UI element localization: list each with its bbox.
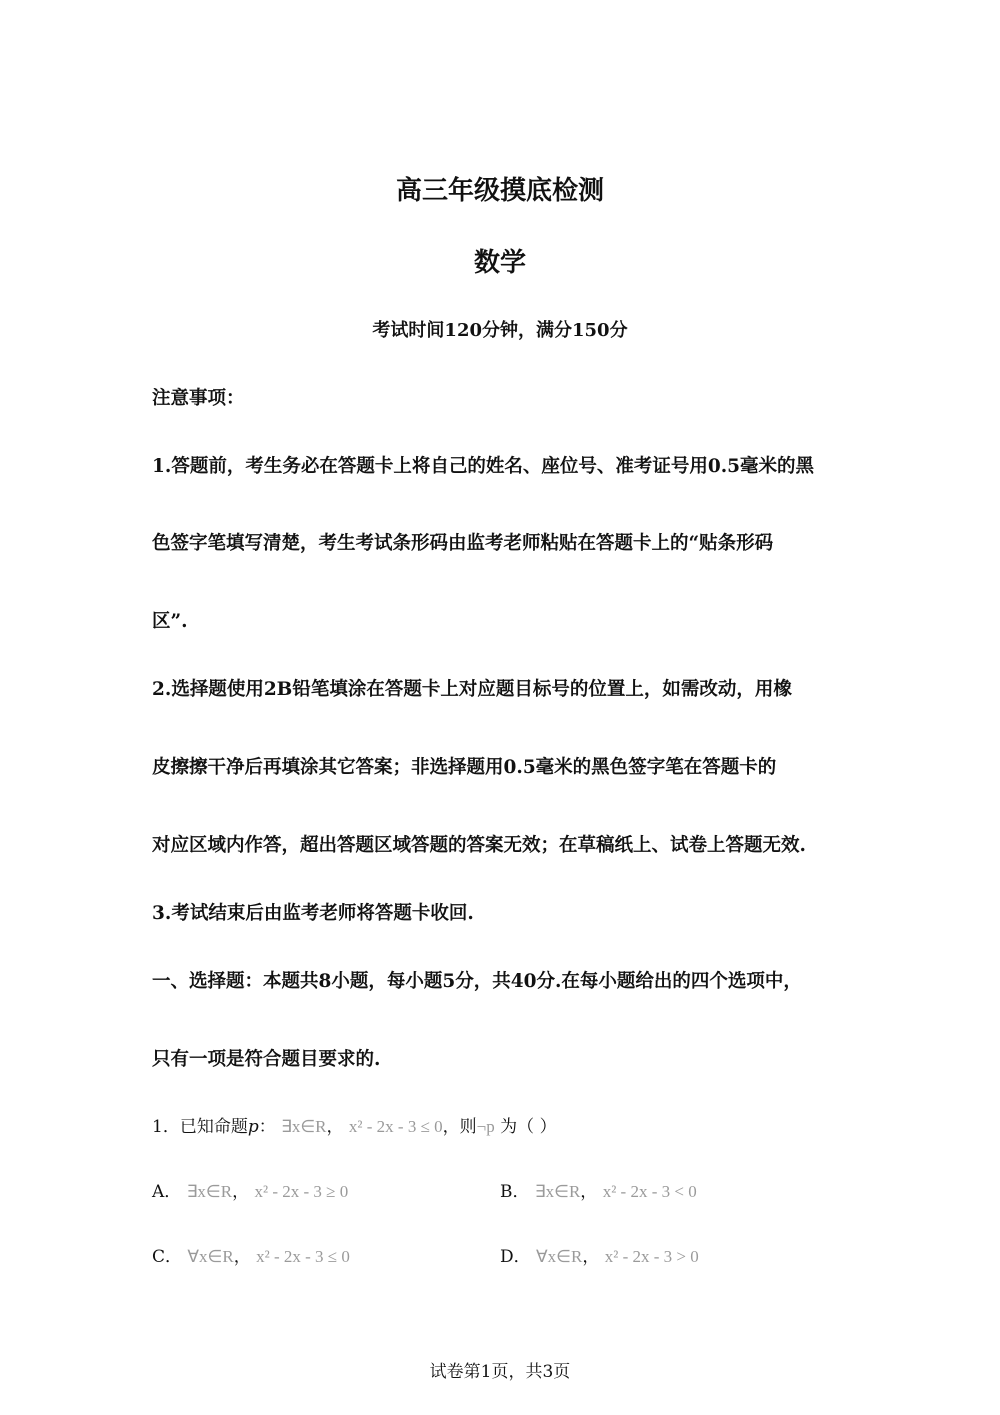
- subject-title: 数学: [473, 248, 526, 278]
- then-text: ，则: [442, 1117, 477, 1137]
- var-p: p: [247, 1117, 259, 1137]
- option-label: C．: [152, 1247, 183, 1267]
- notice-line: 2.选择题使用2B铅笔填涂在答题卡上对应题目标号的位置上，如需改动，用橡: [152, 679, 792, 700]
- option-comma: ，: [582, 1247, 600, 1267]
- neg-p: ¬p: [476, 1117, 495, 1136]
- notice-line: 1.答题前，考生务必在答题卡上将自己的姓名、座位号、准考证号用0.5毫米的黑: [152, 456, 815, 477]
- option-a[interactable]: [152, 1177, 348, 1202]
- notice-line: 皮擦擦干净后再填涂其它答案；非选择题用0.5毫米的黑色签字笔在答题卡的: [152, 757, 777, 778]
- section-heading-cont: 只有一项是符合题目要求的.: [152, 1049, 381, 1070]
- page-title: 高三年级摸底检测: [395, 176, 604, 206]
- option-d[interactable]: [500, 1242, 699, 1267]
- option-quantifier: ∃x∈R: [534, 1182, 581, 1201]
- option-label: D．: [500, 1247, 531, 1267]
- option-c[interactable]: [152, 1242, 350, 1267]
- inequality: x² - 2x - 3 ≤ 0: [348, 1117, 443, 1136]
- section-heading: 一、选择题：本题共8小题，每小题5分，共40分.在每小题给出的四个选项中，: [152, 971, 802, 992]
- option-expr: x² - 2x - 3 < 0: [602, 1182, 697, 1201]
- option-quantifier: ∀x∈R: [187, 1247, 234, 1266]
- exam-info: 考试时间120分钟，满分150分: [372, 320, 628, 341]
- option-b[interactable]: [500, 1177, 697, 1202]
- question-suffix: 为（ ）: [500, 1117, 557, 1137]
- quantifier: ∃x∈R: [281, 1117, 327, 1136]
- notice-heading: 注意事项：: [152, 388, 245, 409]
- notice-line: 对应区域内作答，超出答题区域答题的答案无效；在草稿纸上、试卷上答题无效.: [152, 835, 806, 856]
- option-label: A．: [152, 1182, 182, 1202]
- page-footer: 试卷第1页，共3页: [429, 1362, 571, 1382]
- option-quantifier: ∃x∈R: [186, 1182, 233, 1201]
- option-expr: x² - 2x - 3 ≥ 0: [254, 1182, 349, 1201]
- notice-line: 3.考试结束后由监考老师将答题卡收回.: [152, 903, 474, 924]
- option-expr: x² - 2x - 3 > 0: [604, 1247, 699, 1266]
- option-comma: ，: [232, 1182, 250, 1202]
- option-label: B．: [500, 1182, 530, 1202]
- notice-line: 区”.: [152, 611, 188, 632]
- comma: ，: [326, 1117, 344, 1137]
- question-prefix: 1．已知命题: [152, 1117, 248, 1137]
- option-comma: ，: [580, 1182, 598, 1202]
- notice-line: 色签字笔填写清楚，考生考试条形码由监考老师粘贴在答题卡上的“贴条形码: [152, 533, 774, 554]
- option-comma: ，: [233, 1247, 251, 1267]
- colon: ：: [258, 1117, 276, 1137]
- option-expr: x² - 2x - 3 ≤ 0: [256, 1247, 350, 1266]
- question-1-stem: [152, 1112, 557, 1137]
- option-quantifier: ∀x∈R: [536, 1247, 583, 1266]
